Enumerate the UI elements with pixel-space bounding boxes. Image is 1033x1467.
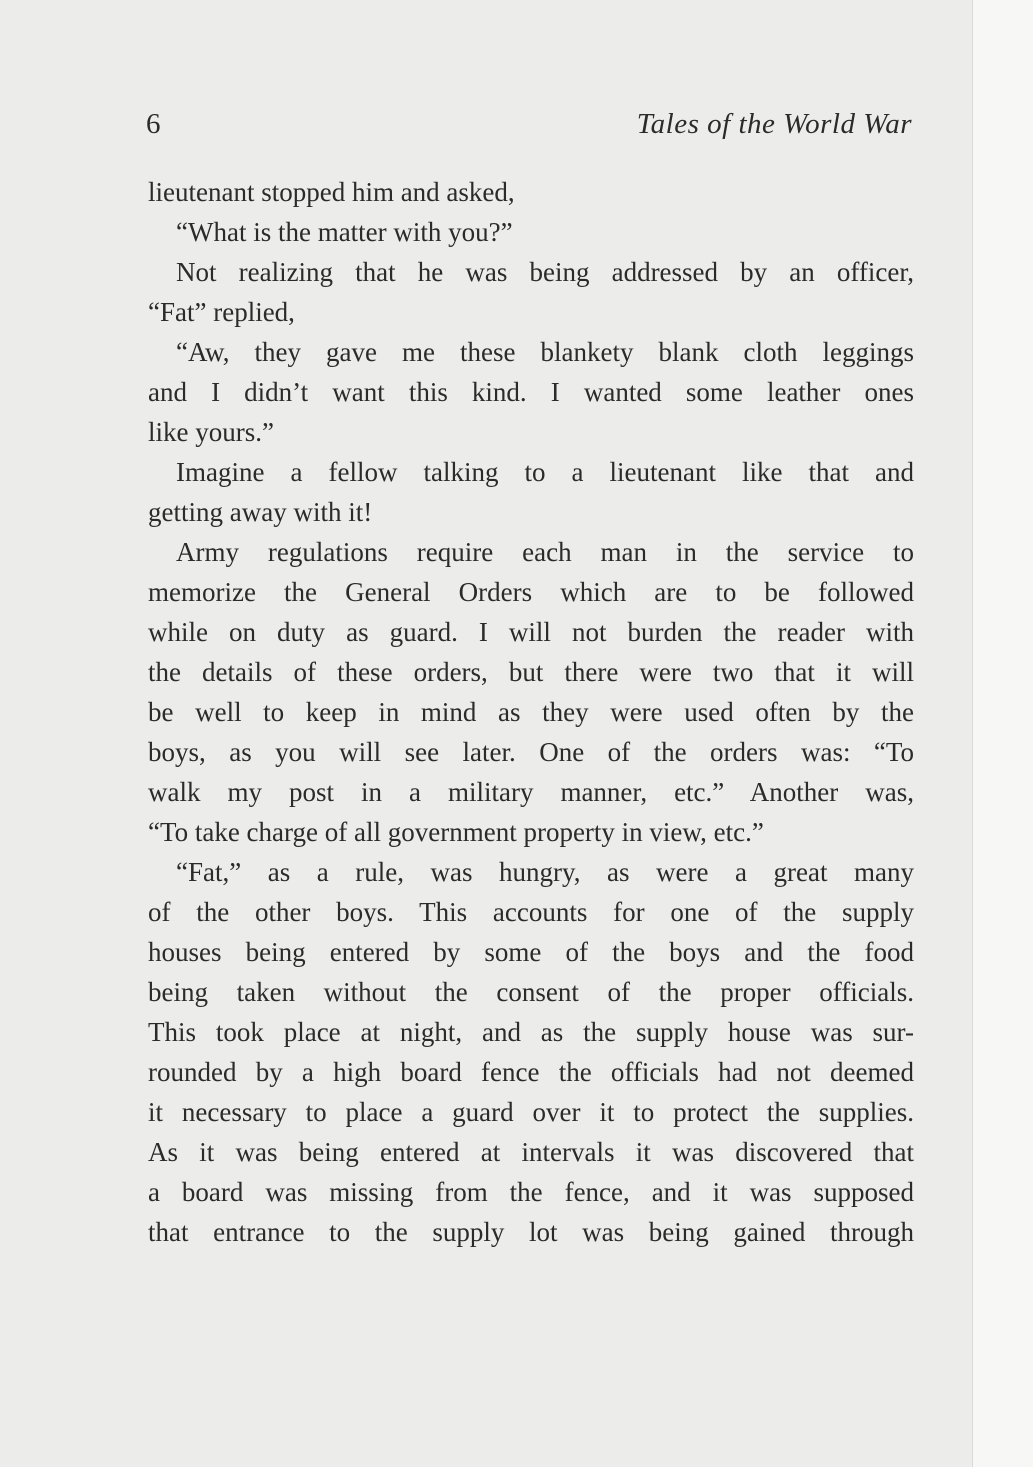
text-line: while on duty as guard. I will not burden the reader with bbox=[148, 617, 914, 647]
text-line: Imagine a fellow talking to a lieutenant like that and bbox=[176, 457, 914, 487]
text-line: “What is the matter with you?” bbox=[176, 217, 513, 247]
text-line: “To take charge of all government property in view, etc.” bbox=[148, 817, 764, 847]
running-title: Tales of the World War bbox=[636, 108, 912, 140]
text-line: a board was missing from the fence, and it was supposed bbox=[148, 1177, 914, 1207]
text-line: rounded by a high board fence the officials had not deemed bbox=[148, 1057, 914, 1087]
text-line: the details of these orders, but there were two that it will bbox=[148, 657, 914, 687]
text-line: boys, as you will see later. One of the orders was: “To bbox=[148, 737, 914, 767]
text-line: getting away with it! bbox=[148, 497, 373, 527]
text-line: Army regulations require each man in the service to bbox=[176, 537, 914, 567]
text-line: houses being entered by some of the boys and the food bbox=[148, 937, 914, 967]
text-line: “Aw, they gave me these blankety blank cloth leggings bbox=[176, 337, 914, 367]
page-number: 6 bbox=[146, 108, 161, 140]
text-line: be well to keep in mind as they were used often by the bbox=[148, 697, 914, 727]
text-line: and I didn’t want this kind. I wanted some leather ones bbox=[148, 377, 914, 407]
text-line: memorize the General Orders which are to be followed bbox=[148, 577, 914, 607]
page-header bbox=[146, 104, 912, 144]
text-line: that entrance to the supply lot was being gained through bbox=[148, 1217, 914, 1247]
text-line: being taken without the consent of the proper officials. bbox=[148, 977, 914, 1007]
text-line: As it was being entered at intervals it was discovered that bbox=[148, 1137, 914, 1167]
text-line: like yours.” bbox=[148, 417, 274, 447]
body-text bbox=[148, 172, 914, 1252]
text-line: This took place at night, and as the supply house was sur- bbox=[148, 1017, 914, 1047]
text-line: lieutenant stopped him and asked, bbox=[148, 177, 515, 207]
text-line: it necessary to place a guard over it to protect the supplies. bbox=[148, 1097, 914, 1127]
text-line: “Fat” replied, bbox=[148, 297, 295, 327]
text-line: Not realizing that he was being addressed by an officer, bbox=[176, 257, 914, 287]
text-line: of the other boys. This accounts for one of the supply bbox=[148, 897, 914, 927]
text-line: “Fat,” as a rule, was hungry, as were a great many bbox=[176, 857, 914, 887]
text-line: walk my post in a military manner, etc.” Another was, bbox=[148, 777, 914, 807]
scan-margin bbox=[972, 0, 1033, 1467]
